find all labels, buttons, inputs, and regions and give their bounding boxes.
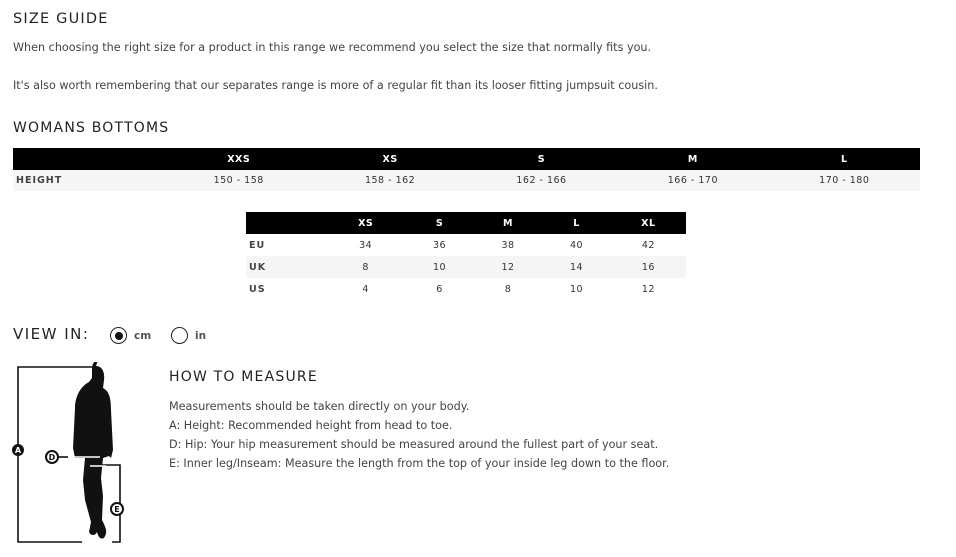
cell: 40 (542, 234, 610, 256)
header-cell: L (769, 148, 920, 170)
cell: 4 (326, 278, 405, 300)
section-title: WOMANS BOTTOMS (13, 120, 170, 136)
header-cell (246, 212, 326, 234)
intro-text-1: When choosing the right size for a product in this range we recommend you select the size that normally fits you. (13, 41, 652, 54)
measure-line: A: Height: Recommended height from head to toe. (169, 419, 453, 432)
cell: 10 (405, 256, 473, 278)
table-row (246, 256, 686, 278)
cell: 42 (611, 234, 686, 256)
radio-selected-dot (115, 332, 123, 340)
header-cell: XS (326, 212, 405, 234)
cell: 34 (326, 234, 405, 256)
label-a: A (14, 446, 22, 455)
size-conversion-table (246, 212, 686, 300)
cell: 170 - 180 (769, 170, 920, 191)
table-row (246, 278, 686, 300)
table-row (246, 234, 686, 256)
view-in-label: VIEW IN: (13, 325, 90, 343)
header-cell: XL (611, 212, 686, 234)
header-cell: M (474, 212, 542, 234)
label-d: D (48, 453, 56, 462)
cell: 12 (611, 278, 686, 300)
cell: 162 - 166 (466, 170, 617, 191)
unit-radio-cm[interactable] (110, 327, 127, 344)
cell: 12 (474, 256, 542, 278)
label-e: E (114, 505, 120, 514)
cell: 150 - 158 (163, 170, 314, 191)
cell: 8 (326, 256, 405, 278)
header-cell: XXS (163, 148, 314, 170)
height-table (13, 148, 920, 191)
page-title: SIZE GUIDE (13, 11, 109, 27)
row-label: US (246, 278, 326, 300)
cell: 166 - 170 (617, 170, 768, 191)
cell: 6 (405, 278, 473, 300)
table-row (13, 170, 920, 191)
unit-label-in[interactable]: in (195, 330, 207, 342)
header-cell: L (542, 212, 610, 234)
row-label: UK (246, 256, 326, 278)
measure-line: E: Inner leg/Inseam: Measure the length from the top of your inside leg down to the floor. (169, 457, 670, 470)
intro-text-2: It's also worth remembering that our separates range is more of a regular fit than its looser fitting jumpsuit cousin. (13, 79, 658, 92)
unit-label-cm[interactable]: cm (134, 330, 152, 342)
header-cell (13, 148, 163, 170)
how-to-measure-title: HOW TO MEASURE (169, 369, 318, 385)
header-cell: S (405, 212, 473, 234)
cell: 14 (542, 256, 610, 278)
row-label: HEIGHT (13, 170, 163, 191)
header-cell: S (466, 148, 617, 170)
measure-line: D: Hip: Your hip measurement should be measured around the fullest part of your seat. (169, 438, 659, 451)
cell: 16 (611, 256, 686, 278)
header-cell: XS (314, 148, 465, 170)
table-header-row (13, 148, 920, 170)
header-cell: M (617, 148, 768, 170)
cell: 38 (474, 234, 542, 256)
row-label: EU (246, 234, 326, 256)
cell: 158 - 162 (314, 170, 465, 191)
measure-line: Measurements should be taken directly on your body. (169, 400, 470, 413)
unit-radio-in[interactable] (171, 327, 188, 344)
cell: 36 (405, 234, 473, 256)
cell: 8 (474, 278, 542, 300)
cell: 10 (542, 278, 610, 300)
table-header-row (246, 212, 686, 234)
measurement-figure-icon (10, 362, 130, 552)
